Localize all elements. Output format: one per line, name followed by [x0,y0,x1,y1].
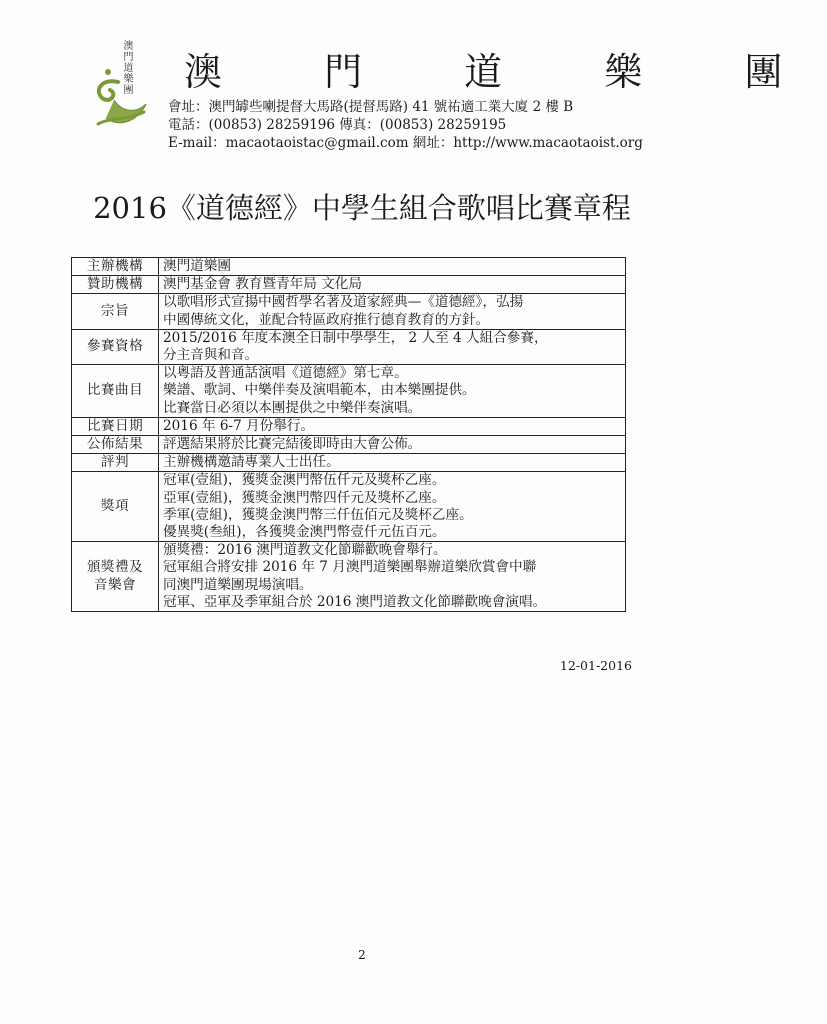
row-content-line: 2016 年 6-7 月份舉行。 [163,417,315,434]
document-date: 12-01-2016 [559,658,632,673]
table-row [72,417,626,435]
row-content [159,258,626,276]
row-content [159,542,626,612]
row-content-line: 2015/2016 年度本澳全日制中學學生， 2 人至 4 人組合參賽， [163,329,548,346]
row-label [72,454,159,472]
row-content [159,472,626,542]
row-label-text: 音樂會 [93,576,137,593]
table-row [72,436,626,454]
row-content-line: 中國傳統文化，並配合特區政府推行德育教育的方針。 [163,311,490,328]
row-content-line: 優異獎(叁組)，各獲獎金澳門幣壹仟元伍百元。 [163,524,446,541]
row-label-text: 比賽日期 [86,417,144,434]
address-line: 會址：澳門罅些喇提督大馬路(提督馬路) 41 號祐適工業大廈 2 樓 B [168,99,574,115]
row-content-line: 澳門道樂團 [163,258,231,274]
row-content-line: 以粵語及普通話演唱《道德經》第七章。 [163,365,408,382]
row-label [72,294,159,329]
phone-fax-line: 電話：(00853) 28259196 傳真：(00853) 28259195 [168,117,507,133]
row-label-text: 公佈結果 [86,436,144,453]
table-row [72,542,626,612]
row-content-line: 冠軍組合將安排 2016 年 7 月澳門道樂團舉辦道樂欣賞會中聯 [163,559,537,576]
row-content [159,276,626,294]
row-content-line: 季軍(壹組)，獲獎金澳門幣三仟伍佰元及獎杯乙座。 [163,506,473,523]
row-content [159,454,626,472]
row-content-line: 亞軍(壹組)，獲獎金澳門幣四仟元及獎杯乙座。 [163,489,446,506]
row-label-text: 比賽曲目 [86,382,144,399]
row-content-line: 以歌唱形式宣揚中國哲學名著及道家經典—《道德經》，弘揚 [163,294,524,311]
row-label [72,472,159,542]
row-content-line: 比賽當日必須以本團提供之中樂伴奏演唱。 [163,399,422,416]
row-content-line: 冠軍、亞軍及季軍組合於 2016 澳門道教文化節聯歡晚會演唱。 [163,593,547,610]
row-content [159,436,626,454]
letterhead [88,38,827,151]
row-content [159,417,626,435]
row-content-line: 頒獎禮：2016 澳門道教文化節聯歡晚會舉行。 [163,542,447,559]
row-content-line: 主辦機構邀請專業人士出任。 [163,454,340,471]
row-label [72,276,159,294]
row-content-line: 同澳門道樂團現場演唱。 [163,576,313,593]
table-row [72,258,626,276]
document-title: 2016《道德經》中學生組合歌唱比賽章程 [93,191,631,225]
row-label [72,417,159,435]
row-label [72,436,159,454]
row-content-line: 冠軍(壹組)，獲獎金澳門幣伍仟元及獎杯乙座。 [163,472,446,489]
row-content-line: 評選結果將於比賽完結後即時由大會公佈。 [163,436,422,453]
row-content-line: 樂譜、歌詞、中樂伴奏及演唱範本，由本樂團提供。 [163,382,476,399]
rules-table [71,257,626,612]
row-content-line: 澳門基金會 教育暨青年局 文化局 [163,276,362,293]
logo [88,38,158,138]
logo-text: 澳門道樂團 [121,40,132,95]
table-row [72,454,626,472]
row-label [72,542,159,612]
row-label [72,365,159,418]
page-number: 2 [358,948,366,962]
row-label [72,258,159,276]
row-label-text: 獎項 [100,498,130,515]
row-content-line: 分主音與和音。 [163,347,259,364]
org-name: 澳 門 道 樂 團 [184,50,827,94]
table-row [72,276,626,294]
row-label-text: 主辦機構 [86,258,144,274]
email-web-line: E-mail：macaotaoistac@gmail.com 網址：http://www.macaotaoist.org [168,135,643,151]
row-label [72,329,159,364]
row-label-text: 宗旨 [100,303,130,319]
row-label-text: 頒獎禮及 [86,559,144,576]
row-label-text: 贊助機構 [86,276,144,293]
table-row [72,294,626,329]
row-label-text: 參賽資格 [86,338,144,355]
row-content [159,329,626,364]
row-label-text: 評判 [100,454,130,471]
table-row [72,365,626,418]
table-row [72,472,626,542]
row-content [159,365,626,418]
contact-block [168,98,643,152]
row-content [159,294,626,329]
table-row [72,329,626,364]
